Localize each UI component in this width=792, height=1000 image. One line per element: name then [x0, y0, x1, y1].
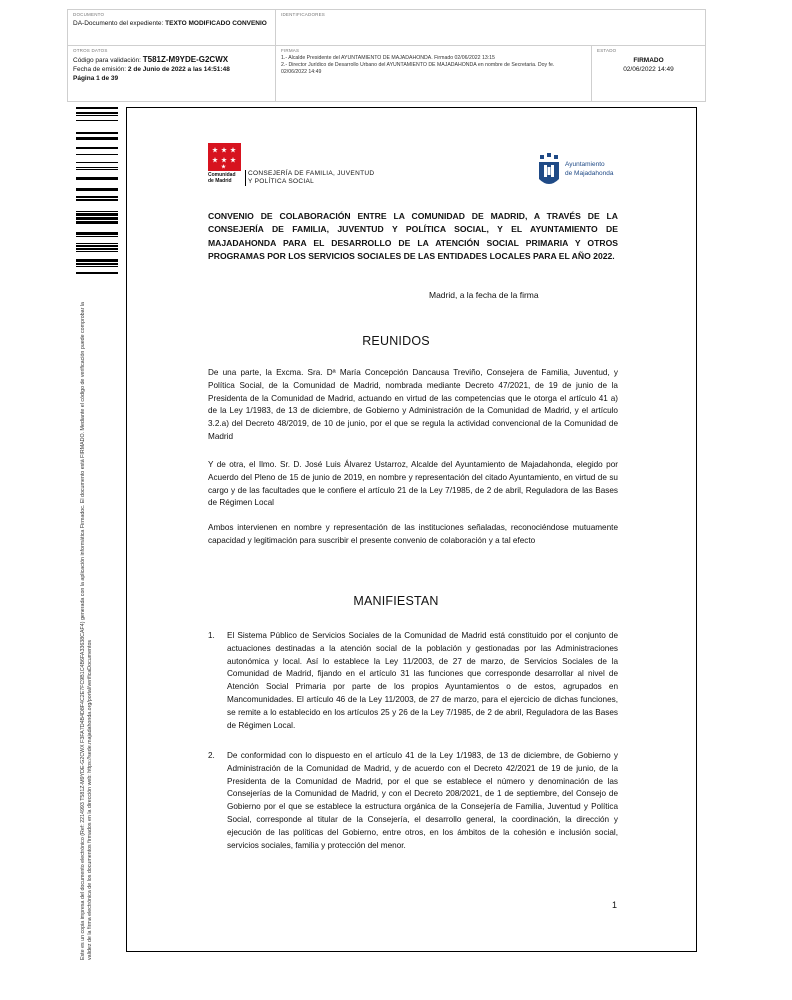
firmas-label: FIRMAS [281, 48, 300, 53]
firmas-cell [276, 46, 592, 101]
firma-line: 1.- Alcalde Presidente del AYUNTAMIENTO DE MAJADAHONDA. Firmado 02/06/2022 13:15 [281, 55, 495, 61]
fecha-prefix: Fecha de emisión: [73, 66, 128, 73]
cm-small-text: Comunidad de Madrid [208, 172, 236, 184]
documento-cell [68, 10, 276, 46]
consejeria-text: CONSEJERÍA DE FAMILIA, JUVENTUD Y POLÍTICA SOCIAL [245, 170, 374, 186]
page-number: 1 [612, 900, 618, 910]
paragraph: De una parte, la Excma. Sra. Dª María Concepción Dancausa Treviño, Consejera de Familia, Juventud, y Política Social, de la Comunidad de Madrid, nombrada mediante Decreto 47/2021, de 19 de junio de la Presidenta de la Comunidad de Madrid, actuando en virtud de las competencias que le otorga el artículo 41 a) de la Ley 1/1983, de 13 de diciembre, de Gobierno y Administración de la Comunidad de Madrid, y el artículo 3.2.a) del Decreto 48/2019, de 10 de junio, por el que se regula la actividad convencional de la Comunidad de Madrid [208, 368, 618, 441]
majadahonda-emblem-icon [537, 153, 561, 189]
otros-datos-cell [68, 46, 276, 101]
codigo-prefix: Código para validación: [73, 57, 143, 64]
date-line: Madrid, a la fecha de la firma [429, 290, 539, 300]
list-text: El Sistema Público de Servicios Sociales de la Comunidad de Madrid está constituido por el conjunto de actuaciones destinadas a la atención social de la población y gestionadas por las Administraciones autonómica y local. Así lo establece la Ley 11/2003, de 27 de marzo, de Servicios Sociales de la Comunidad de Madrid, fijando en el artículo 31 las funciones que corresponde desarrollar al nivel de Atención Social Primaria por parte de los propios Ayuntamientos o de estos, agrupados en Mancomunidades. El artículo 46 de la Ley 11/2003, de 27 de marzo, para el ejercicio de dichas funciones, se remite a lo establecido en los artículos 25 y 26 de la Ley 7/1985, de 2 de abril, Reguladora de las Bases de Régimen Local. [227, 631, 618, 730]
documento-text: DA-Documento del expediente: [73, 20, 166, 27]
manifiestan-heading: MANIFIESTAN [353, 594, 439, 608]
paragraph: Y de otra, el Ilmo. Sr. D. José Luis Álvarez Ustarroz, Alcalde del Ayuntamiento de Majadahonda, elegido por Acuerdo del Pleno de 15 de junio de 2019, en nombre y representación del citado Ayuntamiento, en virtud de su cargo y de las facultades que le confiere el artículo 21 de la Ley 7/1985, de 2 de abril, Reguladora de las Bases de Régimen Local [208, 460, 618, 508]
documento-bold: TEXTO MODIFICADO CONVENIO [165, 20, 267, 27]
paragraph: Ambos intervienen en nombre y representación de las instituciones señaladas, reconociéndose mutuamente capacidad y legitimación para suscribir el presente convenio de colaboración y a tal efecto [208, 523, 618, 545]
estado-fecha: 02/06/2022 14:49 [623, 66, 674, 73]
list-number: 1. [208, 631, 215, 640]
identificadores-label: IDENTIFICADORES [281, 12, 326, 17]
reunidos-heading: REUNIDOS [362, 334, 430, 348]
barcode [76, 107, 118, 282]
document-title: CONVENIO DE COLABORACIÓN ENTRE LA COMUNIDAD DE MADRID, A TRAVÉS DE LA CONSEJERÍA DE FAMILIA, JUVENTUD Y POLÍTICA SOCIAL, Y EL AYUNTAMIENTO DE MAJADAHONDA PARA EL DESARROLLO DE LA ATENCIÓN SOCIAL PRIMARIA Y OTROS PROGRAMAS POR LOS SERVICIOS SOCIALES DE LAS ENTIDADES LOCALES PARA EL AÑO 2022. [208, 211, 618, 261]
firma-line: 2.- Director Jurídico de Desarrollo Urbano del AYUNTAMIENTO DE MAJADAHONDA en nombre de Secretaria. Doy fe. [281, 62, 555, 68]
list-number: 2. [208, 751, 215, 760]
status-badge: FIRMADO [633, 57, 664, 64]
estado-label: ESTADO [597, 48, 617, 53]
document-header [67, 9, 706, 102]
ayuntamiento-text: Ayuntamiento de Majadahonda [565, 161, 614, 177]
emission-date: 2 de Junio de 2022 a las 14:51:48 [127, 66, 230, 73]
estado-cell [592, 46, 705, 101]
firma-line: 02/06/2022 14:49 [281, 69, 322, 75]
madrid-flag-icon [208, 143, 241, 171]
otros-label: OTROS DATOS [73, 48, 108, 53]
page-count: Página 1 de 39 [73, 75, 119, 82]
validation-code[interactable]: T581Z-M9YDE-G2CWX [142, 55, 229, 64]
identificadores-cell [276, 10, 705, 46]
documento-label: DOCUMENTO [73, 12, 105, 17]
verification-side-text: Este es un copia impresa del documento electrónico (Ref: 2214993 T581Z-M9YDE-G2CWX F3FA7D4B4D8F4C2E7FC9B1C4B6FA33638CAF4) generada con la aplicación informática Firmadoc. El documento está FIRMADO. Mediante el código de verificación puede comprobar la validez de la firma electrónica de los documentos firmados en la dirección web: https://sede.majadahonda.org/portal/verificaDocumentos [80, 302, 93, 960]
list-text: De conformidad con lo dispuesto en el artículo 41 de la Ley 1/1983, de 13 de diciembre, de Gobierno y Administración de la Comunidad de Madrid, y de acuerdo con el Decreto 42/2021 de 19 de junio, de la Presidenta de la Comunidad de Madrid, por el que se establece el número y denominación de las Consejerías de la Comunidad de Madrid, y con el Decreto 208/2021, de 1 de septiembre, del Consejo de Gobierno por el que se establece la estructura orgánica de la Consejería de Familia, Juventud y Política Social, corresponde al titular de la Consejería, el desarrollo general, la coordinación, la dirección y ejecución de las políticas del Gobierno, entre otros, en los ámbitos de la cohesión e inclusión social, servicios sociales, familia y protección del menor. [227, 751, 618, 850]
